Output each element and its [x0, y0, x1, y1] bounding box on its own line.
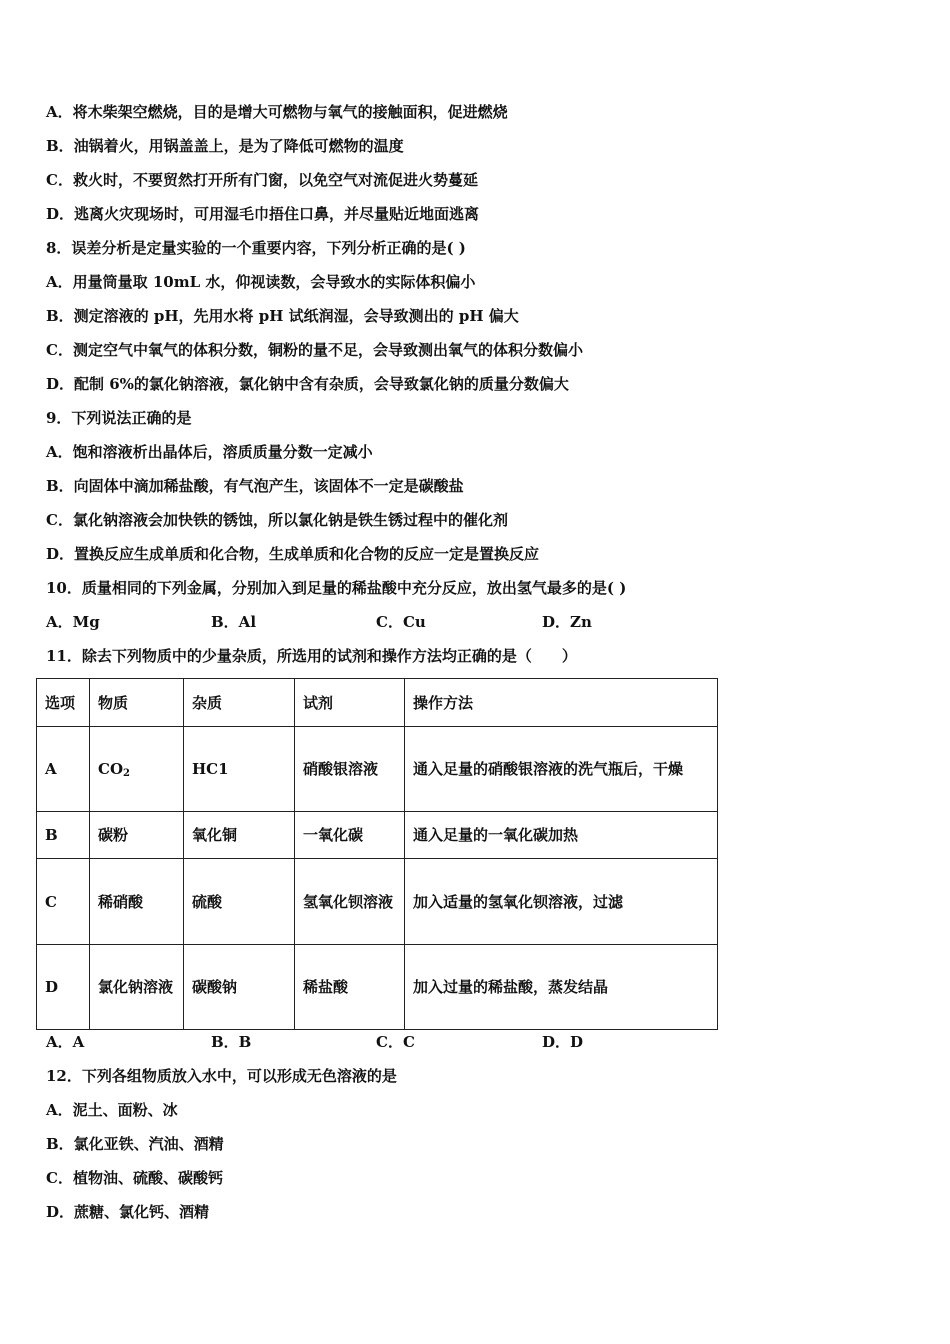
header-cell: 试剂	[295, 679, 405, 727]
q12-option-c: C．植物油、硫酸、碳酸钙	[46, 1169, 223, 1187]
reagent-cell: 氢氧化钡溶液	[295, 859, 405, 945]
table-row	[37, 812, 718, 859]
method-cell: 加入过量的稀盐酸，蒸发结晶	[405, 945, 718, 1030]
table-row	[37, 859, 718, 945]
formula-subscript: 2	[123, 768, 130, 779]
q10-option-c: C．Cu	[376, 613, 426, 631]
q11-option-d: D．D	[542, 1033, 584, 1051]
reagent-cell: 一氧化碳	[295, 812, 405, 859]
q7-option-d: D．逃离火灾现场时，可用湿毛巾捂住口鼻，并尽量贴近地面逃离	[46, 205, 480, 223]
q7-option-b: B．油锅着火，用锅盖盖上，是为了降低可燃物的温度	[46, 137, 404, 155]
q9-option-b: B．向固体中滴加稀盐酸，有气泡产生，该固体不一定是碳酸盐	[46, 477, 464, 495]
q10-option-b: B．Al	[211, 613, 257, 631]
impurity-cell: 碳酸钠	[184, 945, 295, 1030]
q8-option-c: C．测定空气中氧气的体积分数，铜粉的量不足，会导致测出氧气的体积分数偏小	[46, 341, 583, 359]
q12-option-a: A．泥土、面粉、冰	[46, 1101, 178, 1119]
q11-stem: 11．除去下列物质中的少量杂质，所选用的试剂和操作方法均正确的是（ ）	[46, 647, 577, 665]
q7-option-c: C．救火时，不要贸然打开所有门窗，以免空气对流促进火势蔓延	[46, 171, 478, 189]
option-cell: C	[37, 859, 90, 945]
substance-cell	[90, 727, 184, 812]
q12-option-b: B．氯化亚铁、汽油、酒精	[46, 1135, 224, 1153]
method-cell: 加入适量的氢氧化钡溶液，过滤	[405, 859, 718, 945]
q8-option-d: D．配制 6%的氯化钠溶液，氯化钠中含有杂质，会导致氯化钠的质量分数偏大	[46, 375, 569, 393]
q10-stem: 10．质量相同的下列金属，分别加入到足量的稀盐酸中充分反应，放出氢气最多的是( )	[46, 579, 627, 597]
q11-option-b: B．B	[211, 1033, 252, 1051]
q10-option-d: D．Zn	[542, 613, 592, 631]
q12-stem: 12．下列各组物质放入水中，可以形成无色溶液的是	[46, 1067, 397, 1085]
header-cell: 物质	[90, 679, 184, 727]
table-header-row	[37, 679, 718, 727]
header-cell: 操作方法	[405, 679, 718, 727]
header-cell: 选项	[37, 679, 90, 727]
option-cell: A	[37, 727, 90, 812]
q12-option-d: D．蔗糖、氯化钙、酒精	[46, 1203, 210, 1221]
impurity-cell: 氧化铜	[184, 812, 295, 859]
reagent-cell: 硝酸银溶液	[295, 727, 405, 812]
q9-option-a: A．饱和溶液析出晶体后，溶质质量分数一定减小	[46, 443, 373, 461]
impurity-cell: 硫酸	[184, 859, 295, 945]
impurity-cell: HC1	[184, 727, 295, 812]
formula-text: CO	[98, 760, 124, 778]
q10-option-a: A．Mg	[46, 613, 100, 631]
method-cell: 通入足量的硝酸银溶液的洗气瓶后，干燥	[405, 727, 718, 812]
q8-option-a: A．用量筒量取 10mL 水，仰视读数，会导致水的实际体积偏小	[46, 273, 476, 291]
q11-table	[36, 678, 718, 1030]
q8-option-b: B．测定溶液的 pH，先用水将 pH 试纸润湿，会导致测出的 pH 偏大	[46, 307, 519, 325]
q9-option-c: C．氯化钠溶液会加快铁的锈蚀，所以氯化钠是铁生锈过程中的催化剂	[46, 511, 508, 529]
q11-option-a: A．A	[46, 1033, 85, 1051]
header-cell: 杂质	[184, 679, 295, 727]
q9-option-d: D．置换反应生成单质和化合物，生成单质和化合物的反应一定是置换反应	[46, 545, 540, 563]
method-cell: 通入足量的一氧化碳加热	[405, 812, 718, 859]
reagent-cell: 稀盐酸	[295, 945, 405, 1030]
q8-stem: 8．误差分析是定量实验的一个重要内容，下列分析正确的是( )	[46, 239, 466, 257]
option-cell: B	[37, 812, 90, 859]
option-cell: D	[37, 945, 90, 1030]
q11-option-c: C．C	[376, 1033, 415, 1051]
q9-stem: 9．下列说法正确的是	[46, 409, 192, 427]
substance-cell: 碳粉	[90, 812, 184, 859]
substance-cell: 氯化钠溶液	[90, 945, 184, 1030]
table-row	[37, 945, 718, 1030]
substance-cell: 稀硝酸	[90, 859, 184, 945]
q7-option-a: A．将木柴架空燃烧，目的是增大可燃物与氧气的接触面积，促进燃烧	[46, 103, 508, 121]
table-row	[37, 727, 718, 812]
